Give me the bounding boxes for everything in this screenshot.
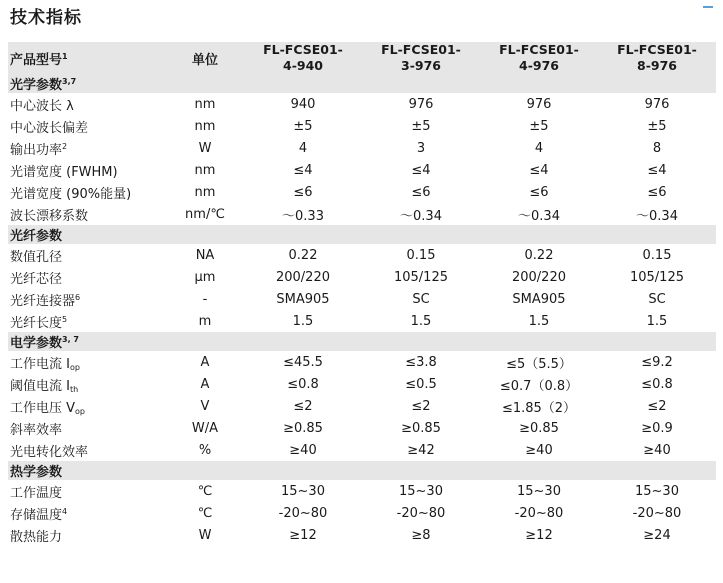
model-name-line1: FL-FCSE01- [381, 42, 461, 57]
param-label-text: 工作电流 I [10, 356, 70, 372]
param-label [8, 395, 166, 417]
param-value-model-1: 0.22 [288, 247, 318, 263]
param-value-model-1: ≤6 [293, 184, 313, 200]
param-unit: A [200, 376, 210, 392]
param-value-model-2: 105/125 [393, 269, 448, 285]
param-label-text: 工作温度 [10, 485, 63, 501]
param-footnote: 5 [62, 314, 68, 324]
param-value-model-2: ≥0.85 [401, 420, 441, 436]
param-unit: nm/℃ [185, 206, 225, 222]
table-row [8, 310, 716, 332]
param-value-model-4: ～0.34 [636, 208, 678, 224]
table-row [8, 439, 716, 461]
model-header-3 [480, 42, 598, 74]
param-footnote: 6 [75, 292, 81, 302]
param-label-text: 光纤长度 [10, 315, 63, 331]
section-header-row [8, 461, 716, 480]
spec-table [8, 42, 716, 546]
param-value-model-4: ≥24 [643, 527, 671, 543]
model-name-line2: 3-976 [401, 58, 441, 73]
param-value-model-4: ≤0.8 [641, 376, 673, 392]
param-unit: % [198, 442, 212, 458]
param-value-model-2: 976 [408, 96, 434, 112]
param-value-model-2: ±5 [411, 118, 431, 134]
corner-mark [703, 6, 713, 8]
model-header-4 [598, 42, 716, 74]
table-row [8, 203, 716, 225]
product-model-header [8, 42, 166, 74]
param-value-model-3: ≤4 [529, 162, 549, 178]
param-label [8, 137, 166, 159]
param-value-model-2: ≤4 [411, 162, 431, 178]
param-value-model-1: ≤0.8 [287, 376, 319, 392]
param-value-model-1: ≤45.5 [283, 354, 323, 370]
param-value-model-1: ≥0.85 [283, 420, 323, 436]
param-subscript: op [69, 362, 80, 372]
section-title-text: 光学参数 [10, 78, 63, 93]
param-value-model-1: 4 [298, 140, 308, 156]
param-value-model-1: 940 [290, 96, 316, 112]
param-value-model-2: ≤2 [411, 398, 431, 414]
param-label [8, 502, 166, 524]
param-label [8, 351, 166, 373]
param-unit: W [198, 140, 212, 156]
table-header-row [8, 42, 716, 74]
param-label [8, 244, 166, 266]
param-value-model-1: ≥40 [289, 442, 317, 458]
param-value-model-2: 0.15 [406, 247, 436, 263]
param-value-model-3: 4 [534, 140, 544, 156]
section-header-row [8, 74, 716, 93]
param-subscript: th [69, 384, 79, 394]
param-value-model-4: ≤6 [647, 184, 667, 200]
param-label [8, 93, 166, 115]
param-label [8, 181, 166, 203]
param-value-model-4: 105/125 [629, 269, 684, 285]
model-name-line1: FL-FCSE01- [263, 42, 343, 57]
param-label [8, 373, 166, 395]
model-name-line2: 8-976 [637, 58, 677, 73]
param-value-model-3: 15~30 [517, 483, 561, 499]
table-row [8, 395, 716, 417]
param-value-model-1: 1.5 [292, 313, 314, 329]
param-label [8, 310, 166, 332]
param-value-model-1: ≤4 [293, 162, 313, 178]
param-value-model-3: 200/220 [511, 269, 566, 285]
section-title [8, 225, 716, 244]
param-value-model-2: 3 [416, 140, 426, 156]
param-unit: m [198, 313, 212, 329]
param-value-model-2: ≤3.8 [405, 354, 437, 370]
param-unit: nm [194, 162, 216, 178]
param-value-model-4: 0.15 [642, 247, 672, 263]
param-value-model-2: ≥42 [407, 442, 435, 458]
param-label [8, 417, 166, 439]
param-label-text: 波长漂移系数 [10, 208, 89, 224]
param-label [8, 524, 166, 546]
param-value-model-2: 1.5 [410, 313, 432, 329]
param-label-text: 工作电压 V [10, 400, 76, 416]
table-row [8, 351, 716, 373]
param-value-model-3: ≤6 [529, 184, 549, 200]
spec-table-body [8, 74, 716, 546]
table-row [8, 266, 716, 288]
param-unit: - [202, 291, 208, 307]
unit-header: 单位 [166, 42, 244, 74]
section-header-row [8, 332, 716, 351]
param-label [8, 266, 166, 288]
table-row [8, 373, 716, 395]
model-name-line2: 4-940 [283, 58, 323, 73]
table-row [8, 288, 716, 310]
param-value-model-3: -20~80 [514, 505, 564, 521]
table-row [8, 115, 716, 137]
param-label-text: 存储温度 [10, 507, 63, 523]
param-label-text: 斜率效率 [10, 422, 63, 438]
param-value-model-1: -20~80 [278, 505, 328, 521]
param-value-model-3: ～0.34 [518, 208, 560, 224]
param-unit: nm [194, 184, 216, 200]
param-label-text: 光纤连接器 [10, 293, 76, 309]
param-value-model-1: ≥12 [289, 527, 317, 543]
param-unit: ℃ [197, 483, 213, 499]
param-value-model-2: ≤6 [411, 184, 431, 200]
table-row [8, 181, 716, 203]
param-unit: nm [194, 96, 216, 112]
param-value-model-4: ≤4 [647, 162, 667, 178]
param-value-model-1: ±5 [293, 118, 313, 134]
model-header-2 [362, 42, 480, 74]
table-row [8, 244, 716, 266]
table-row [8, 159, 716, 181]
param-value-model-1: SMA905 [276, 291, 330, 307]
param-subscript: op [75, 406, 86, 416]
param-value-model-3: 0.22 [524, 247, 554, 263]
param-label-text: 光谱宽度 (FWHM) [10, 164, 118, 180]
table-row [8, 502, 716, 524]
param-value-model-1: 15~30 [281, 483, 325, 499]
param-value-model-3: ±5 [529, 118, 549, 134]
param-label-text: 中心波长 λ [10, 98, 74, 114]
param-value-model-4: -20~80 [632, 505, 682, 521]
param-unit: W [198, 527, 212, 543]
param-label [8, 159, 166, 181]
param-value-model-2: SC [412, 291, 430, 307]
param-unit: V [200, 398, 210, 414]
param-label-text: 光谱宽度 (90%能量) [10, 186, 132, 202]
model-name-line1: FL-FCSE01- [617, 42, 697, 57]
section-footnote: 3,7 [62, 77, 77, 86]
model-name-line1: FL-FCSE01- [499, 42, 579, 57]
param-value-model-4: ≥0.9 [641, 420, 673, 436]
table-row [8, 417, 716, 439]
param-value-model-3: SMA905 [512, 291, 566, 307]
model-header-1 [244, 42, 362, 74]
param-value-model-3: ≤1.85（2） [501, 400, 577, 416]
param-label-text: 中心波长偏差 [10, 120, 89, 136]
param-label-text: 光电转化效率 [10, 444, 89, 460]
section-footnote: 3, 7 [62, 335, 79, 344]
param-value-model-3: ≥12 [525, 527, 553, 543]
param-value-model-4: 976 [644, 96, 670, 112]
param-value-model-4: ±5 [647, 118, 667, 134]
param-unit: NA [195, 247, 215, 263]
param-value-model-3: ≥40 [525, 442, 553, 458]
section-title [8, 332, 716, 351]
section-header-row [8, 225, 716, 244]
param-value-model-4: SC [648, 291, 666, 307]
param-value-model-4: ≤9.2 [641, 354, 673, 370]
table-row [8, 137, 716, 159]
table-row [8, 524, 716, 546]
param-value-model-2: 15~30 [399, 483, 443, 499]
param-value-model-2: ≥8 [411, 527, 431, 543]
section-title-text: 热学参数 [10, 465, 63, 480]
param-label [8, 115, 166, 137]
param-value-model-2: -20~80 [396, 505, 446, 521]
product-model-footnote: 1 [62, 51, 68, 61]
param-value-model-1: 200/220 [275, 269, 330, 285]
param-label-text: 光纤芯径 [10, 271, 63, 287]
param-unit: nm [194, 118, 216, 134]
section-title [8, 461, 716, 480]
param-value-model-1: ≤2 [293, 398, 313, 414]
model-name-line2: 4-976 [519, 58, 559, 73]
param-unit: W/A [191, 420, 219, 436]
table-row [8, 480, 716, 502]
param-value-model-2: ～0.34 [400, 208, 442, 224]
param-value-model-2: ≤0.5 [405, 376, 437, 392]
section-title-text: 电学参数 [10, 336, 63, 351]
param-value-model-4: ≤2 [647, 398, 667, 414]
param-label [8, 288, 166, 310]
product-model-label: 产品型号 [10, 52, 63, 68]
param-value-model-4: ≥40 [643, 442, 671, 458]
param-footnote: 2 [62, 141, 68, 151]
param-label-text: 数值孔径 [10, 249, 63, 265]
param-unit: A [200, 354, 210, 370]
param-label [8, 439, 166, 461]
param-value-model-1: ～0.33 [282, 208, 324, 224]
param-unit: ℃ [197, 505, 213, 521]
param-value-model-4: 8 [652, 140, 662, 156]
param-label [8, 203, 166, 225]
param-value-model-3: ≥0.85 [519, 420, 559, 436]
param-footnote: 4 [62, 506, 68, 516]
section-title [8, 74, 716, 93]
param-label-text: 散热能力 [10, 529, 63, 545]
param-value-model-3: ≤5（5.5） [506, 356, 572, 372]
param-value-model-3: 1.5 [528, 313, 550, 329]
param-value-model-4: 15~30 [635, 483, 679, 499]
param-label [8, 480, 166, 502]
param-label-text: 阈值电流 I [10, 378, 70, 394]
section-title-text: 光纤参数 [10, 229, 63, 244]
param-value-model-3: ≤0.7（0.8） [499, 378, 579, 394]
param-value-model-4: 1.5 [646, 313, 668, 329]
param-value-model-3: 976 [526, 96, 552, 112]
param-unit: μm [194, 269, 216, 285]
table-row [8, 93, 716, 115]
page-title: 技术指标 [10, 8, 82, 28]
param-label-text: 输出功率 [10, 142, 63, 158]
